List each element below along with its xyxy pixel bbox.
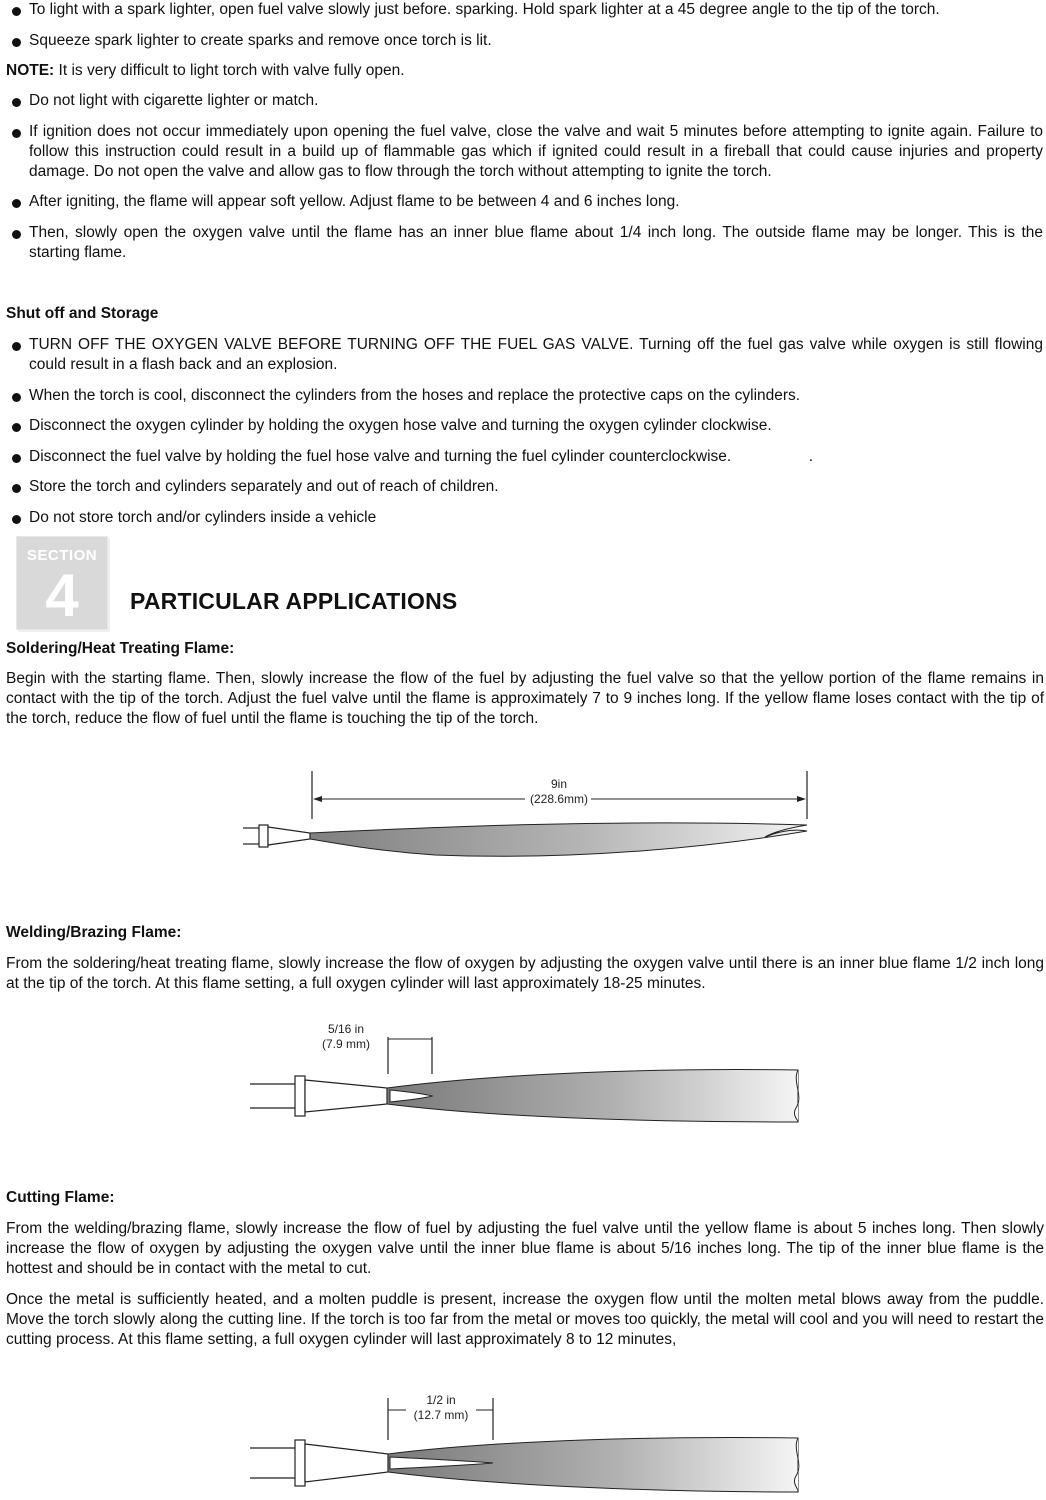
section-label: SECTION (26, 547, 98, 564)
section-badge (16, 536, 108, 630)
flame (387, 1070, 798, 1122)
list-item: Squeeze spark lighter to create sparks and remove once torch is lit. (6, 31, 1044, 51)
cutting-heading: Cutting Flame: (6, 1189, 115, 1206)
shutoff-bullets (6, 335, 1044, 538)
bullet-icon (12, 38, 21, 47)
bullet-icon (12, 454, 21, 463)
bullet-icon (12, 129, 21, 138)
welding-flame-diagram (240, 1018, 820, 1128)
dimension-label: (7.9 mm) (322, 1037, 370, 1051)
welding-heading: Welding/Brazing Flame: (6, 924, 182, 941)
flame (310, 823, 807, 856)
note (6, 61, 405, 81)
dimension-label: (228.6mm) (529, 792, 589, 806)
list-item: After igniting, the flame will appear soft yellow. Adjust flame to be between 4 and 6 inches long. (6, 192, 1044, 212)
section-title: PARTICULAR APPLICATIONS (130, 588, 458, 614)
soldering-flame-diagram (235, 765, 825, 875)
bullet-icon (12, 342, 21, 351)
section-number: 4 (45, 562, 79, 629)
list-item: Then, slowly open the oxygen valve until the flame has an inner blue flame about 1/4 inch long. The outside flame may be longer. This is the starting flame. (6, 223, 1044, 263)
torch-collar (295, 1076, 305, 1116)
list-item: To light with a spark lighter, open fuel valve slowly just before. sparking. Hold spark lighter at a 45 degree angle to the tip of the torch. (6, 0, 1044, 20)
ignition-bullets (6, 91, 1044, 273)
torch-nozzle (268, 827, 310, 845)
arrow-right-icon (797, 796, 806, 802)
list-item: Store the torch and cylinders separately and out of reach of children. (6, 477, 1044, 497)
note-text: It is very difficult to light torch with valve fully open. (58, 62, 405, 79)
dimension-label: 9in (550, 777, 568, 791)
list-item: Do not store torch and/or cylinders inside a vehicle (6, 508, 1044, 528)
bullet-icon (12, 423, 21, 432)
torch-nozzle (305, 1444, 388, 1482)
dimension-label: 1/2 in (426, 1393, 456, 1407)
cutting-text-2: Once the metal is sufficiently heated, and a molten puddle is present, increase the oxygen flow until the molten metal blows away from the puddle. Move the torch slowly along the cutting line. If the torch is too far from the metal or moves too quickly, the metal will cool and you will need to restart the cutting process. At this flame setting, a full oxygen cylinder will last approximately 8 to 12 minutes, (6, 1291, 1044, 1348)
shutoff-heading: Shut off and Storage (6, 305, 159, 322)
bullet-icon (12, 515, 21, 524)
bullet-icon (12, 484, 21, 493)
cutting-text-1: From the welding/brazing flame, slowly increase the flow of fuel by adjusting the fuel valve until the yellow flame is about 5 inches long. Then slowly increase the flow of oxygen by adjusting the oxygen valve until the inner blue flame is about 5/16 inches long. The tip of the inner blue flame is the hottest and should be in contact with the metal to cut. (6, 1220, 1044, 1277)
torch-collar (259, 825, 268, 847)
torch-nozzle (305, 1080, 387, 1112)
soldering-text: Begin with the starting flame. Then, slowly increase the flow of the fuel by adjusting the fuel valve so that the yellow portion of the flame remains in contact with the tip of the torch. Adjust the fuel valve until the flame is approximately 7 to 9 inches long. If the yellow flame loses contact with the tip of the torch, reduce the flow of fuel until the flame is touching the tip of the torch. (6, 670, 1044, 727)
note-label: NOTE: (6, 62, 55, 79)
welding-text: From the soldering/heat treating flame, slowly increase the flow of oxygen by adjusting the oxygen valve until there is an inner blue flame 1/2 inch long at the tip of the torch. At this flame setting, a full oxygen cylinder will last approximately 18-25 minutes. (6, 955, 1044, 992)
soldering-heading: Soldering/Heat Treating Flame: (6, 640, 235, 657)
list-item: Disconnect the oxygen cylinder by holding the oxygen hose valve and turning the oxygen cylinder clockwise. (6, 416, 1044, 436)
bullet-icon (12, 7, 21, 16)
list-item: Do not light with cigarette lighter or match. (6, 91, 1044, 111)
bullet-icon (12, 199, 21, 208)
list-item: TURN OFF THE OXYGEN VALVE BEFORE TURNING OFF THE FUEL GAS VALVE. Turning off the fuel gas valve while oxygen is still flowing could result in a flash back and an explosion. (6, 335, 1044, 375)
dimension-label: 5/16 in (327, 1022, 365, 1036)
torch-collar (295, 1440, 305, 1486)
lighting-bullets (6, 0, 1044, 61)
list-item: If ignition does not occur immediately upon opening the fuel valve, close the valve and wait 5 minutes before attempting to ignite again. Failure to follow this instruction could result in a build up of flammable gas which if ignited could result in a fireball that could cause injuries and property damage. Do not open the valve and allow gas to flow through the torch without attempting to ignite the torch. (6, 122, 1044, 182)
arrow-left-icon (313, 796, 322, 802)
dimension-label: (12.7 mm) (413, 1408, 469, 1422)
bullet-icon (12, 393, 21, 402)
bullet-icon (12, 230, 21, 239)
list-item: When the torch is cool, disconnect the cylinders from the hoses and replace the protective caps on the cylinders. (6, 386, 1044, 406)
bullet-icon (12, 98, 21, 107)
cutting-flame-diagram (240, 1388, 820, 1500)
list-item: Disconnect the fuel valve by holding the fuel hose valve and turning the fuel cylinder counterclockwise. . (6, 447, 1044, 467)
